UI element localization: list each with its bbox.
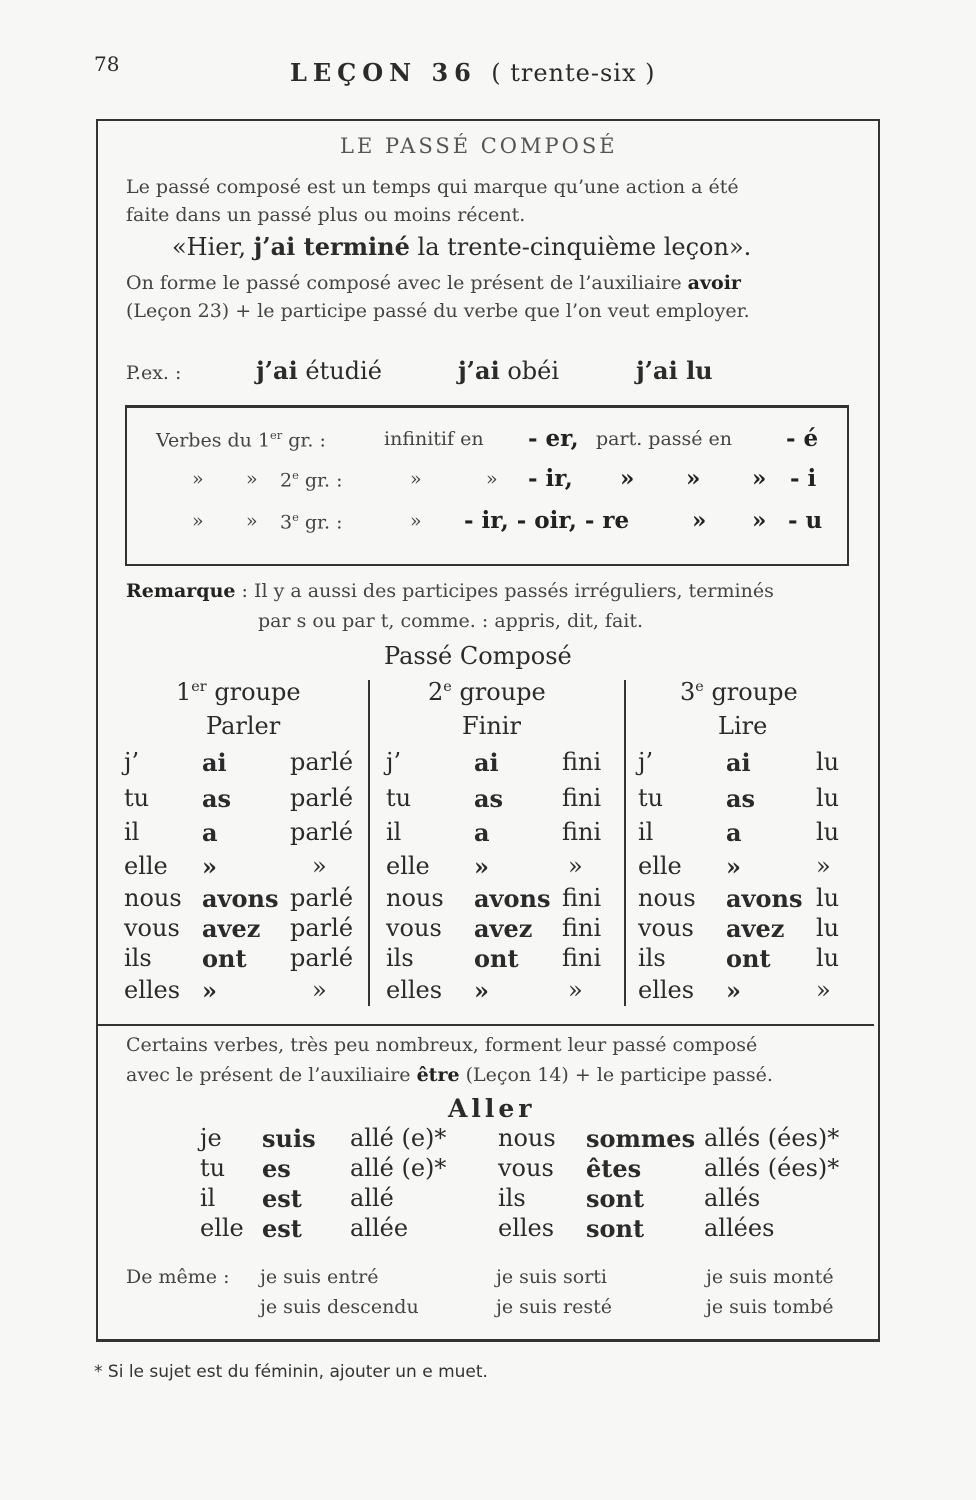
g1-num: 1 (176, 678, 192, 706)
aller-a2: sont (586, 1214, 645, 1243)
intro-line-1: Le passé composé est un temps qui marque qu’une action a été (126, 176, 739, 198)
conj-auxiliary: as (474, 784, 504, 813)
aller-pp1: allé (e)* (350, 1124, 447, 1152)
vg-r2-q3: » (410, 468, 422, 490)
conj-pronoun: nous (386, 884, 444, 912)
vg-r2-q2: » (246, 468, 258, 490)
conj-participle: fini (562, 944, 602, 972)
section-divider (98, 1024, 874, 1026)
conj-participle: parlé (290, 884, 354, 912)
conj-auxiliary: ai (474, 748, 499, 777)
vg-row2-ending: - ir, (528, 465, 573, 492)
conj-pronoun: il (124, 818, 140, 846)
conj-participle: fini (562, 818, 602, 846)
g1-sup: er (191, 679, 207, 695)
conj-participle: parlé (290, 784, 354, 812)
conj-auxiliary: a (474, 818, 490, 847)
conj-auxiliary: a (202, 818, 218, 847)
conj-pronoun: elle (386, 852, 430, 880)
conj-pronoun: j’ (124, 748, 140, 776)
aller-a1: est (262, 1214, 302, 1243)
conj-pronoun: elle (124, 852, 168, 880)
de-meme-item: je suis resté (496, 1296, 612, 1318)
aller-a1: est (262, 1184, 302, 1213)
conj-participle: fini (562, 914, 602, 942)
intro-line-4-bold: avoir (687, 272, 741, 294)
aller-p2: ils (498, 1184, 526, 1212)
vg-row3-pp: - u (788, 507, 823, 534)
vg-r3-q3: » (410, 510, 422, 532)
conj-pronoun: j’ (386, 748, 402, 776)
example-2-bold: j’ai (458, 356, 500, 385)
vg-r3-q5: » (752, 507, 767, 534)
etre-line-2 (126, 1064, 773, 1086)
conj-pronoun: elles (638, 976, 695, 1004)
conj-participle: » (312, 976, 327, 1004)
conj-pronoun: il (386, 818, 402, 846)
table-divider-2 (624, 680, 626, 1006)
conj-participle: lu (816, 914, 840, 942)
conj-pronoun: ils (638, 944, 666, 972)
vg-r2-q4: » (486, 468, 498, 490)
conj-participle: fini (562, 784, 602, 812)
conj-auxiliary: avez (726, 914, 785, 943)
vg-r3-q2: » (246, 510, 258, 532)
quote-close: la trente-cinquième leçon». (409, 233, 752, 261)
table-title: Passé Composé (384, 642, 572, 670)
vg-row3-ending: - ir, - oir, - re (464, 507, 630, 534)
conj-auxiliary: » (202, 976, 217, 1005)
g2-sup: e (443, 679, 452, 695)
conj-pronoun: elle (638, 852, 682, 880)
conj-auxiliary: ont (726, 944, 771, 973)
etre-line-2-a: avec le présent de l’auxiliaire (126, 1064, 417, 1086)
conj-pronoun: nous (638, 884, 696, 912)
vg-row1-ending: - er, (528, 425, 579, 452)
aller-a2: êtes (586, 1154, 642, 1183)
aller-pp2: allés (ées)* (704, 1124, 840, 1152)
conj-pronoun: nous (124, 884, 182, 912)
example-1-bold: j’ai (256, 356, 298, 385)
vg-r3-sup: e (292, 510, 299, 524)
conj-participle: parlé (290, 818, 354, 846)
conj-pronoun: elles (386, 976, 443, 1004)
vg-r1-a: Verbes du 1 (156, 429, 271, 452)
remarque-line-1 (126, 580, 774, 602)
aller-pp2: allés (ées)* (704, 1154, 840, 1182)
conj-pronoun: tu (386, 784, 412, 812)
aller-pp1: allé (e)* (350, 1154, 447, 1182)
group-1-header (176, 678, 301, 706)
intro-line-2: faite dans un passé plus ou moins récent. (126, 204, 526, 226)
conj-auxiliary: as (202, 784, 232, 813)
intro-quote (172, 232, 751, 261)
aller-p2: elles (498, 1214, 555, 1242)
conj-auxiliary: » (202, 852, 217, 881)
conj-pronoun: elles (124, 976, 181, 1004)
group-2-header (428, 678, 546, 706)
conj-auxiliary: avons (474, 884, 551, 913)
lesson-title-main: LEÇON 36 (290, 58, 477, 87)
etre-line-1: Certains verbes, très peu nombreux, forment leur passé composé (126, 1034, 758, 1056)
aller-title: Aller (448, 1094, 536, 1123)
lesson-title-sub: ( trente-six ) (491, 59, 656, 87)
aller-pp2: allés (704, 1184, 761, 1212)
conj-pronoun: vous (386, 914, 442, 942)
aller-p1: tu (200, 1154, 226, 1182)
conj-pronoun: il (638, 818, 654, 846)
intro-line-5: (Leçon 23) + le participe passé du verbe que l’on veut employer. (126, 300, 750, 322)
page-number: 78 (94, 52, 120, 76)
conj-auxiliary: avons (726, 884, 803, 913)
conj-participle: parlé (290, 914, 354, 942)
example-3: j’ai lu (636, 356, 713, 385)
aller-pp1: allé (350, 1184, 394, 1212)
de-meme-label: De même : (126, 1266, 230, 1288)
example-2 (458, 356, 559, 385)
lesson-title (290, 58, 655, 87)
conj-auxiliary: » (726, 976, 741, 1005)
vg-row1-inf: infinitif en (384, 428, 484, 450)
conj-participle: » (312, 852, 327, 880)
conj-participle: » (568, 976, 583, 1004)
group-3-verb: Lire (718, 712, 768, 740)
vg-r1-sup: er (270, 428, 283, 442)
group-3-header (680, 678, 798, 706)
conj-auxiliary: ont (202, 944, 247, 973)
vg-r3-q4: » (692, 507, 707, 534)
vg-row1-label (156, 428, 326, 451)
conj-pronoun: ils (124, 944, 152, 972)
footnote: * Si le sujet est du féminin, ajouter un e muet. (94, 1362, 488, 1382)
conj-participle: fini (562, 748, 602, 776)
g1-name: groupe (206, 678, 301, 706)
quote-open: «Hier, (172, 233, 254, 261)
intro-line-4-text: On forme le passé composé avec le présent de l’auxiliaire (126, 272, 688, 294)
aller-a1: suis (262, 1124, 316, 1153)
remarque-line-2: par s ou par t, comme. : appris, dit, fait. (258, 610, 644, 632)
table-divider-1 (368, 680, 370, 1006)
examples-label: P.ex. : (126, 362, 182, 384)
vg-row1-part: part. passé en (596, 428, 733, 450)
etre-line-2-c: (Leçon 14) + le participe passé. (459, 1064, 773, 1086)
vg-r3-a: 3 (280, 511, 293, 534)
conj-participle: fini (562, 884, 602, 912)
de-meme-item: je suis tombé (706, 1296, 834, 1318)
conj-participle: parlé (290, 748, 354, 776)
etre-line-2-bold: être (416, 1064, 460, 1086)
vg-r2-q1: » (192, 468, 204, 490)
g3-sup: e (695, 679, 704, 695)
vg-r1-b: gr. : (282, 429, 326, 452)
example-1 (256, 356, 382, 385)
remarque-text: : Il y a aussi des participes passés irréguliers, terminés (241, 580, 774, 602)
vg-row1-pp: - é (786, 425, 819, 452)
conj-auxiliary: ai (202, 748, 227, 777)
vg-row2-label (280, 468, 343, 491)
aller-p1: il (200, 1184, 216, 1212)
conj-auxiliary: » (474, 976, 489, 1005)
conj-pronoun: tu (124, 784, 150, 812)
quote-bold: j’ai terminé (253, 232, 410, 261)
aller-a2: sommes (586, 1124, 696, 1153)
vg-row2-pp: - i (790, 465, 817, 492)
conj-participle: lu (816, 784, 840, 812)
de-meme-item: je suis sorti (496, 1266, 608, 1288)
vg-row3-label (280, 510, 343, 533)
conj-auxiliary: » (726, 852, 741, 881)
vg-r2-q6: » (686, 465, 701, 492)
de-meme-item: je suis descendu (260, 1296, 419, 1318)
conj-participle: lu (816, 944, 840, 972)
de-meme-item: je suis monté (706, 1266, 834, 1288)
conj-participle: lu (816, 884, 840, 912)
intro-line-4 (126, 272, 741, 294)
vg-r3-q1: » (192, 510, 204, 532)
example-2-rest: obéi (499, 357, 560, 385)
g2-num: 2 (428, 678, 444, 706)
conj-pronoun: vous (124, 914, 180, 942)
aller-a1: es (262, 1154, 291, 1183)
conj-auxiliary: » (474, 852, 489, 881)
section-heading: LE PASSÉ COMPOSÉ (340, 134, 618, 158)
aller-p1: elle (200, 1214, 244, 1242)
conj-auxiliary: avez (474, 914, 533, 943)
conj-participle: lu (816, 818, 840, 846)
g3-name: groupe (703, 678, 798, 706)
vg-r3-b: gr. : (298, 511, 343, 534)
vg-r2-a: 2 (280, 469, 293, 492)
aller-p2: vous (498, 1154, 554, 1182)
vg-r2-q5: » (620, 465, 635, 492)
aller-a2: sont (586, 1184, 645, 1213)
conj-auxiliary: a (726, 818, 742, 847)
group-2-verb: Finir (462, 712, 521, 740)
conj-participle: » (568, 852, 583, 880)
conj-auxiliary: avez (202, 914, 261, 943)
conj-pronoun: ils (386, 944, 414, 972)
g2-name: groupe (451, 678, 546, 706)
remarque-label: Remarque (126, 580, 236, 602)
conj-participle: » (816, 976, 831, 1004)
conj-auxiliary: ai (726, 748, 751, 777)
conj-pronoun: tu (638, 784, 664, 812)
conj-participle: lu (816, 748, 840, 776)
aller-p2: nous (498, 1124, 556, 1152)
conj-participle: parlé (290, 944, 354, 972)
example-1-rest: étudié (297, 357, 382, 385)
de-meme-item: je suis entré (260, 1266, 379, 1288)
conj-pronoun: j’ (638, 748, 654, 776)
aller-pp1: allée (350, 1214, 409, 1242)
conj-pronoun: vous (638, 914, 694, 942)
conj-auxiliary: as (726, 784, 756, 813)
aller-pp2: allées (704, 1214, 775, 1242)
conj-auxiliary: ont (474, 944, 519, 973)
aller-p1: je (200, 1124, 222, 1152)
g3-num: 3 (680, 678, 696, 706)
vg-r2-q7: » (752, 465, 767, 492)
conj-participle: » (816, 852, 831, 880)
vg-r2-sup: e (292, 468, 299, 482)
conj-auxiliary: avons (202, 884, 279, 913)
vg-r2-b: gr. : (298, 469, 343, 492)
group-1-verb: Parler (206, 712, 281, 740)
